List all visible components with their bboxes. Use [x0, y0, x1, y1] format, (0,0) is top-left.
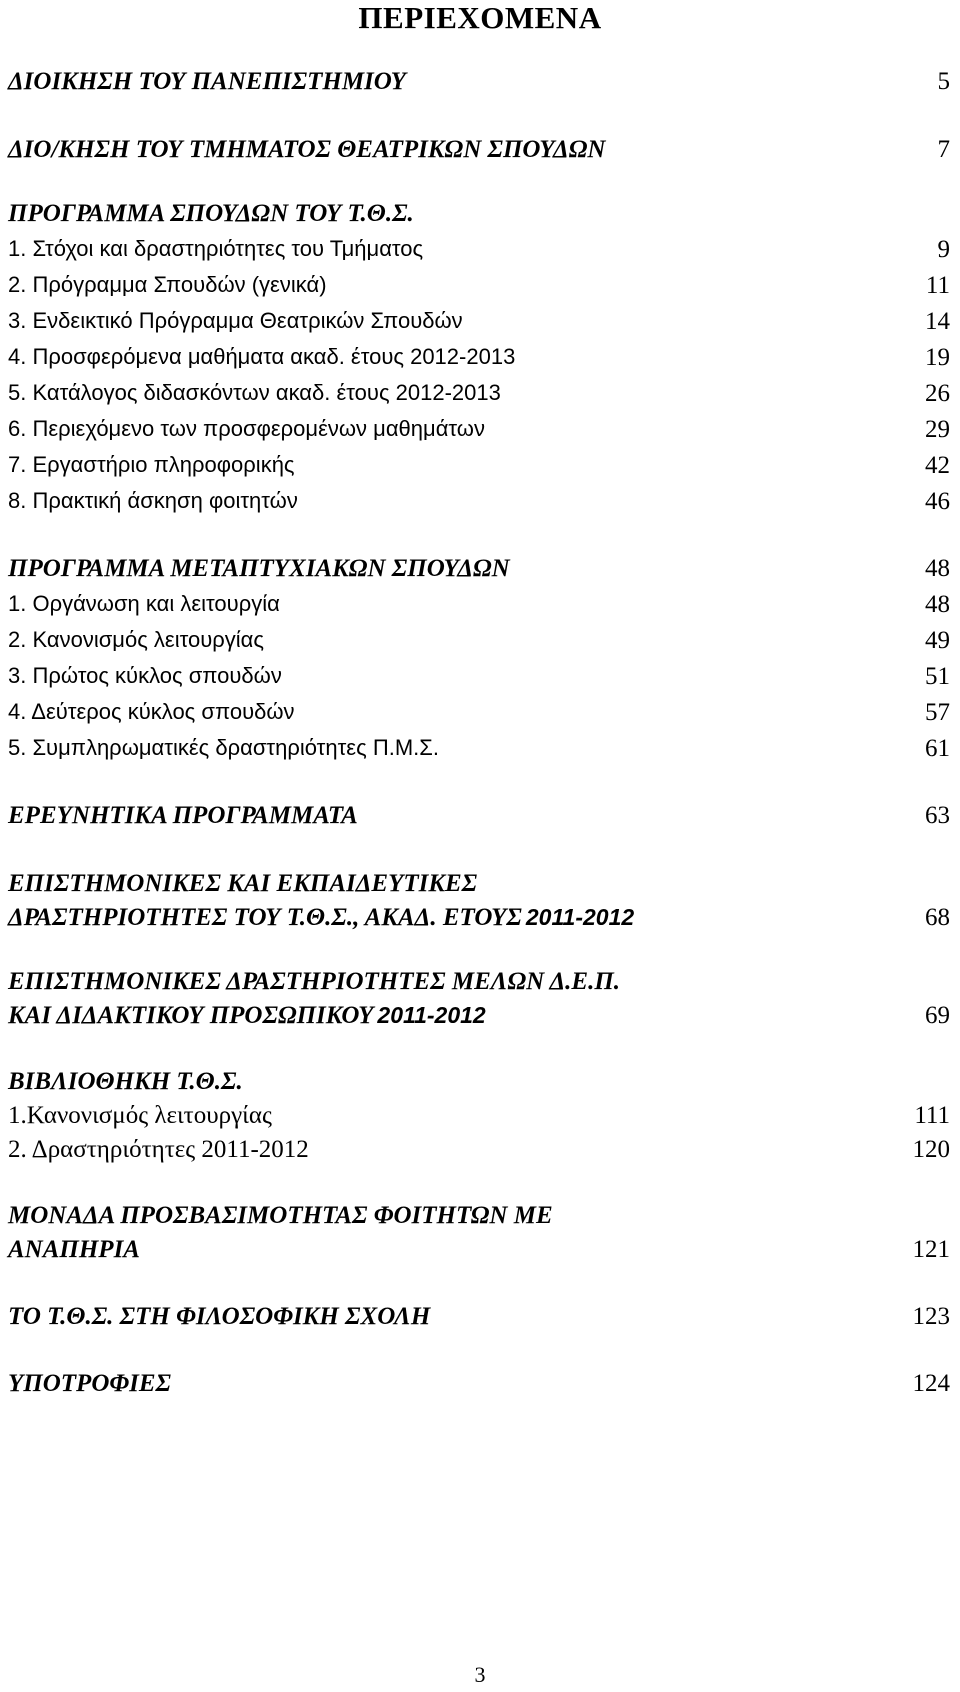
toc-item [8, 1102, 950, 1134]
toc-heading: ΚΑΙ ΔΙΔΑΚΤΙΚΟΥ ΠΡΟΣΩΠΙΚΟΥ [8, 1002, 374, 1029]
toc-item-label: 8. Πρακτική άσκηση φοιτητών [8, 488, 298, 513]
toc-item [8, 380, 950, 412]
page-ref: 63 [925, 802, 950, 829]
toc-item [8, 663, 950, 695]
toc-heading: ΠΡΟΓΡΑΜΜΑ ΣΠΟΥΔΩΝ ΤΟΥ Τ.Θ.Σ. [8, 200, 414, 227]
toc-entry-admin-department [8, 136, 950, 168]
page-ref: 48 [925, 591, 950, 618]
toc-heading: ΤΟ Τ.Θ.Σ. ΣΤΗ ΦΙΛΟΣΟΦΙΚΗ ΣΧΟΛΗ [8, 1303, 431, 1330]
page-ref: 5 [937, 68, 950, 95]
toc-item [8, 735, 950, 767]
toc-heading: ΜΟΝΑΔΑ ΠΡΟΣΒΑΣΙΜΟΤΗΤΑΣ ΦΟΙΤΗΤΩΝ ΜΕ [8, 1202, 553, 1229]
toc-heading-line [8, 1002, 486, 1030]
toc-item-label: 7. Εργαστήριο πληροφορικής [8, 452, 295, 477]
toc-item [8, 452, 950, 484]
toc-heading: ΕΠΙΣΤΗΜΟΝΙΚΕΣ ΚΑΙ ΕΚΠΑΙΔΕΥΤΙΚΕΣ [8, 870, 478, 897]
toc-heading-library [8, 1068, 950, 1100]
page-ref: 111 [914, 1102, 950, 1129]
toc-item [8, 344, 950, 376]
page-ref: 19 [925, 344, 950, 371]
toc-heading: ΑΝΑΠΗΡΙΑ [8, 1236, 140, 1263]
page-ref: 9 [937, 236, 950, 263]
toc-item-label: 2. Πρόγραμμα Σπουδών (γενικά) [8, 272, 327, 297]
page-ref: 57 [925, 699, 950, 726]
page-ref: 124 [912, 1370, 950, 1397]
toc-item [8, 627, 950, 659]
toc-heading: ΥΠΟΤΡΟΦΙΕΣ [8, 1370, 171, 1397]
toc-item [8, 488, 950, 520]
toc-heading: ΔΙΟΙΚΗΣΗ ΤΟΥ ΠΑΝΕΠΙΣΤΗΜΙΟΥ [8, 68, 406, 95]
page-ref: 123 [912, 1303, 950, 1330]
page-title: ΠΕΡΙΕΧΟΜΕΝΑ [358, 0, 602, 35]
page-ref: 11 [925, 272, 950, 299]
page-ref: 68 [925, 904, 950, 931]
toc-item-label: 3. Ενδεικτικό Πρόγραμμα Θεατρικών Σπουδών [8, 308, 463, 333]
year-range: 2011-2012 [377, 1002, 486, 1028]
toc-item [8, 416, 950, 448]
page-ref: 26 [925, 380, 950, 407]
toc-heading-undergrad [8, 200, 950, 232]
toc-entry-postgrad [8, 555, 950, 587]
page-ref: 7 [937, 136, 950, 163]
toc-heading: ΠΡΟΓΡΑΜΜΑ ΜΕΤΑΠΤΥΧΙΑΚΩΝ ΣΠΟΥΔΩΝ [8, 555, 510, 582]
toc-entry-philosophy [8, 1303, 950, 1335]
page-ref: 49 [925, 627, 950, 654]
page-ref: 42 [925, 452, 950, 479]
page-ref: 48 [925, 555, 950, 582]
toc-entry-members [8, 1002, 950, 1034]
toc-heading: ΒΙΒΛΙΟΘΗΚΗ Τ.Θ.Σ. [8, 1068, 243, 1095]
page-number: 3 [474, 1662, 486, 1687]
toc-entry-research [8, 802, 950, 834]
toc-heading-line [8, 904, 634, 932]
year-range: 2011-2012 [525, 904, 635, 930]
toc-item [8, 308, 950, 340]
toc-item-label: 1.Κανονισμός λειτουργίας [8, 1102, 272, 1129]
page-ref: 69 [925, 1002, 950, 1029]
toc-item-label: 2. Δραστηριότητες 2011-2012 [8, 1136, 309, 1163]
toc-item [8, 1136, 950, 1168]
toc-item-label: 3. Πρώτος κύκλος σπουδών [8, 663, 282, 688]
toc-item-label: 1. Οργάνωση και λειτουργία [8, 591, 280, 616]
toc-item-label: 1. Στόχοι και δραστηριότητες του Τμήματος [8, 236, 424, 261]
page-ref: 51 [925, 663, 950, 690]
toc-item [8, 699, 950, 731]
toc-heading-accessibility [8, 1202, 950, 1234]
toc-item [8, 236, 950, 268]
page-ref: 120 [912, 1136, 950, 1163]
toc-entry-scholarships [8, 1370, 950, 1402]
page-ref: 29 [925, 416, 950, 443]
toc-heading: ΕΠΙΣΤΗΜΟΝΙΚΕΣ ΔΡΑΣΤΗΡΙΟΤΗΤΕΣ ΜΕΛΩΝ Δ.Ε.Π. [8, 968, 621, 995]
toc-item [8, 272, 950, 304]
toc-entry-accessibility [8, 1236, 950, 1268]
toc-entry-scientific [8, 904, 950, 936]
toc-item-label: 4. Δεύτερος κύκλος σπουδών [8, 699, 295, 724]
toc-entry-admin-university [8, 68, 950, 100]
toc-heading: ΕΡΕΥΝΗΤΙΚΑ ΠΡΟΓΡΑΜΜΑΤΑ [8, 802, 358, 829]
toc-heading-scientific [8, 870, 950, 902]
page-ref: 46 [925, 488, 950, 515]
toc-item-label: 5. Κατάλογος διδασκόντων ακαδ. έτους 2012-2013 [8, 380, 501, 405]
toc-heading: ΔΙΟ/ΚΗΣΗ ΤΟΥ ΤΜΗΜΑΤΟΣ ΘΕΑΤΡΙΚΩΝ ΣΠΟΥΔΩΝ [8, 136, 606, 163]
toc-heading-members [8, 968, 950, 1000]
page-ref: 121 [912, 1236, 950, 1263]
toc-heading: ΔΡΑΣΤΗΡΙΟΤΗΤΕΣ ΤΟΥ Τ.Θ.Σ., ΑΚΑΔ. ΕΤΟΥΣ [8, 904, 522, 931]
page-ref: 14 [925, 308, 950, 335]
toc-item [8, 591, 950, 623]
toc-item-label: 4. Προσφερόμενα μαθήματα ακαδ. έτους 2012-2013 [8, 344, 516, 369]
page-ref: 61 [925, 735, 950, 762]
toc-item-label: 6. Περιεχόμενο των προσφερομένων μαθημάτων [8, 416, 485, 441]
toc-item-label: 2. Κανονισμός λειτουργίας [8, 627, 264, 652]
toc-item-label: 5. Συμπληρωματικές δραστηριότητες Π.Μ.Σ. [8, 735, 439, 760]
